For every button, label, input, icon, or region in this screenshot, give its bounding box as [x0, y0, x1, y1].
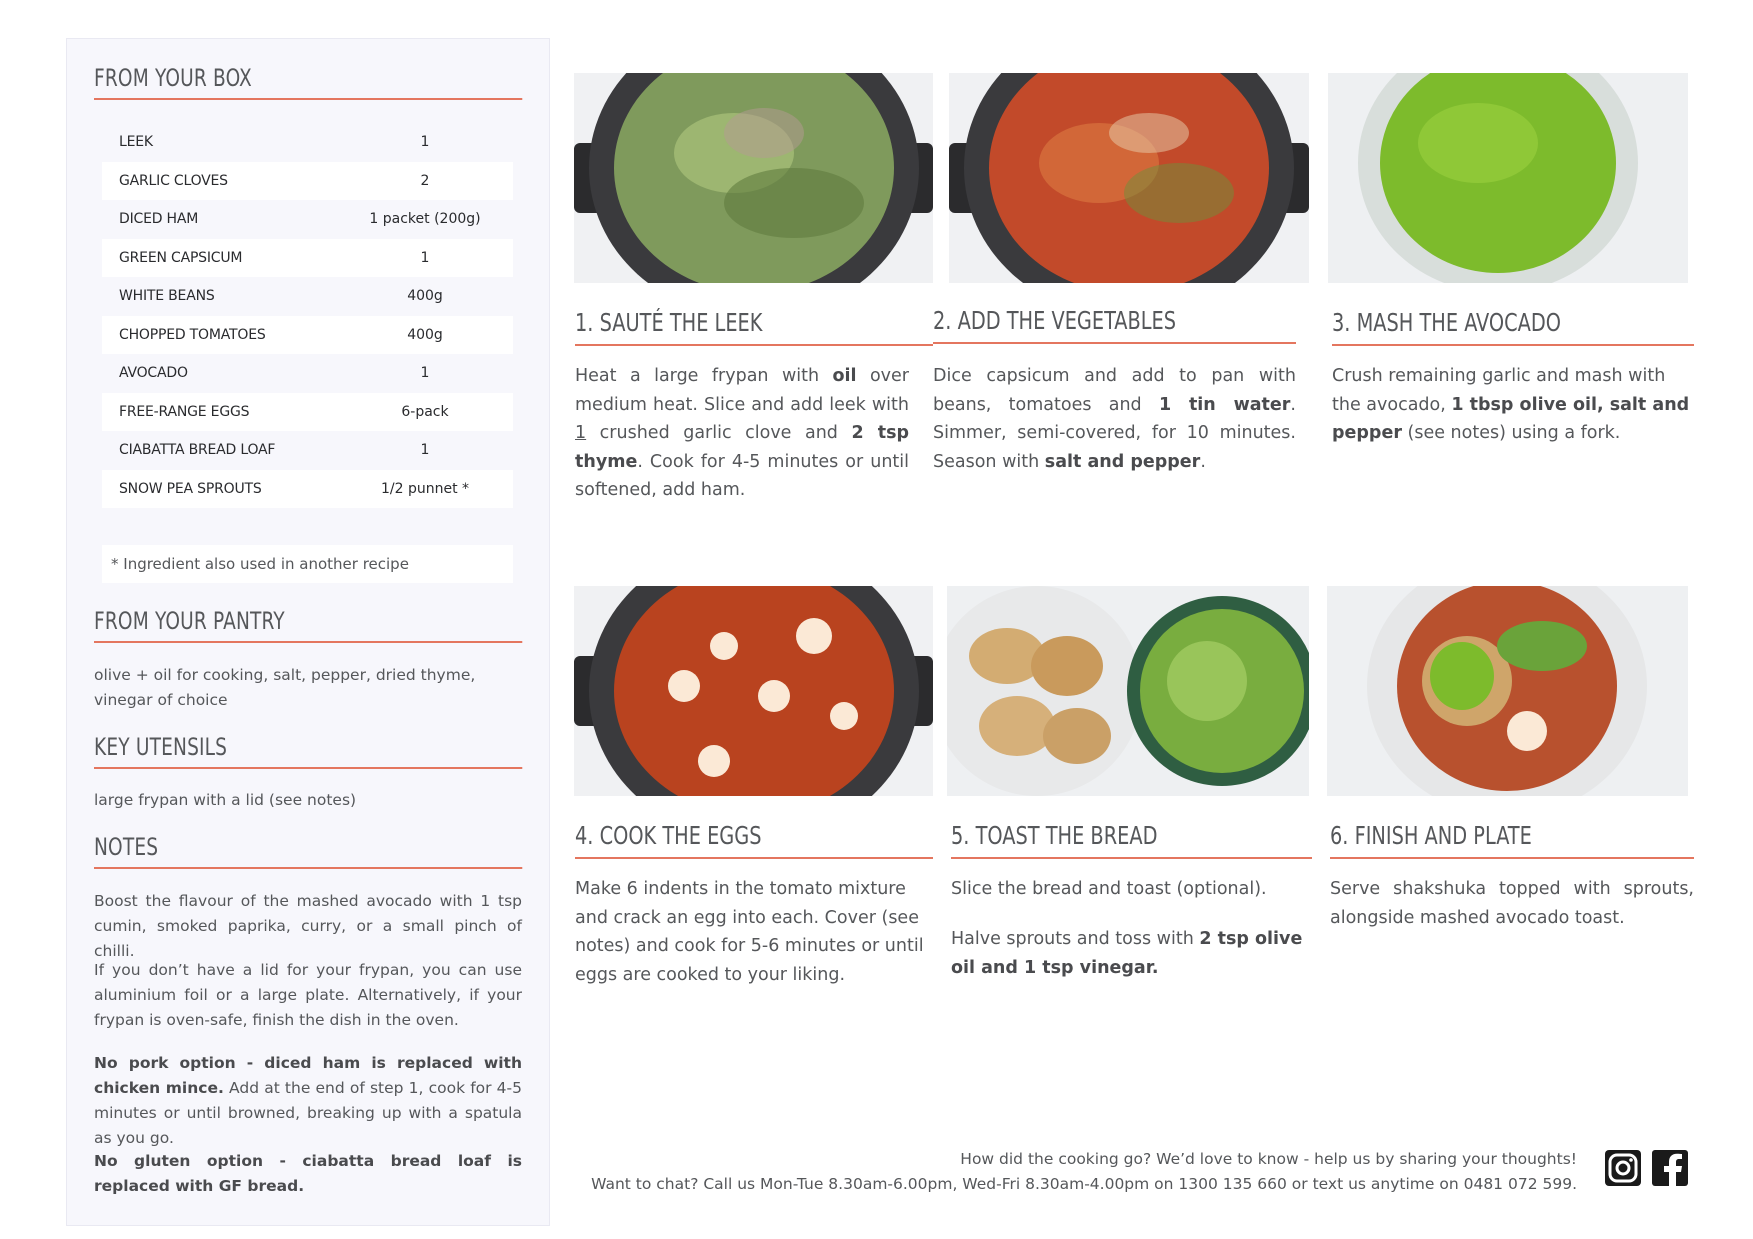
ingredient-qty: 400g: [407, 288, 443, 305]
notes-title: NOTES: [94, 835, 522, 869]
ingredients-sidebar: [66, 38, 550, 1226]
utensils-text: large frypan with a lid (see notes): [94, 791, 357, 809]
ingredient-footnote: * Ingredient also used in another recipe: [102, 545, 513, 583]
ingredient-row: [102, 316, 513, 355]
step-6-text: Serve shakshuka topped with sprouts, alongside mashed avocado toast.: [1330, 879, 1694, 928]
ingredient-qty: 1 packet (200g): [369, 211, 481, 228]
note-3: [94, 1051, 522, 1151]
ingredient-name: AVOCADO: [119, 365, 188, 382]
key-utensils-title: KEY UTENSILS: [94, 735, 522, 769]
ingredient-name: GARLIC CLOVES: [119, 172, 228, 189]
ingredient-row: [102, 393, 513, 432]
note-2: If you don’t have a lid for your frypan, you can use aluminium foil or a large plate. Alternatively, if your frypan is oven-safe, finish the dish in the oven.: [94, 961, 522, 1029]
step-1-text: Heat a large frypan with oil over medium heat. Slice and add leek with 1 crushed garlic clove and 2 tsp thyme. Cook for 4-5 minutes or until softened, add ham.: [575, 366, 910, 500]
step-1-title: 1. SAUTÉ THE LEEK: [575, 310, 933, 346]
step-5-title: 5. TOAST THE BREAD: [951, 823, 1312, 859]
ingredients-table: [102, 123, 513, 508]
ingredient-name: LEEK: [119, 134, 153, 151]
ingredient-row: [102, 431, 513, 470]
ingredient-name: GREEN CAPSICUM: [119, 249, 243, 266]
from-your-pantry-title: FROM YOUR PANTRY: [94, 609, 522, 643]
ingredient-qty: 1: [420, 442, 430, 459]
plated-dish-image: [1327, 586, 1688, 796]
ingredient-row: [102, 277, 513, 316]
ingredient-name: SNOW PEA SPROUTS: [119, 480, 262, 497]
step-1-photo: [574, 73, 933, 283]
ingredient-qty: 1: [420, 134, 430, 151]
ingredient-row: [102, 200, 513, 239]
ingredient-name: CIABATTA BREAD LOAF: [119, 442, 276, 459]
feedback-text: How did the cooking go? We’d love to know - help us by sharing your thoughts!: [960, 1150, 1577, 1168]
pantry-text: olive + oil for cooking, salt, pepper, dried thyme, vinegar of choice: [94, 666, 476, 709]
step-5-text-1: Slice the bread and toast (optional).: [951, 879, 1267, 899]
ingredient-qty: 6-pack: [401, 403, 449, 420]
ingredient-qty: 1: [420, 249, 430, 266]
ingredient-qty: 400g: [407, 326, 443, 343]
tomato-stew-image: [949, 73, 1309, 283]
contact-text: Want to chat? Call us Mon-Tue 8.30am-6.00pm, Wed-Fri 8.30am-4.00pm on 1300 135 660 or text us anytime on 0481 072 599.: [591, 1175, 1577, 1193]
mashed-avocado-image: [1328, 73, 1688, 283]
ingredient-name: FREE-RANGE EGGS: [119, 403, 250, 420]
step-4-photo: [574, 586, 933, 796]
note-3-text: Add at the end of step 1, cook for 4-5 minutes or until browned, breaking up with a spatula as you go.: [94, 1079, 522, 1147]
step-2-title: 2. ADD THE VEGETABLES: [933, 308, 1296, 344]
ingredient-qty: 1: [420, 365, 430, 382]
step-5-text-2: Halve sprouts and toss with 2 tsp olive oil and 1 tsp vinegar.: [951, 929, 1303, 978]
step-3-title: 3. MASH THE AVOCADO: [1332, 310, 1694, 346]
ingredient-row: [102, 123, 513, 162]
step-6-photo: [1327, 586, 1688, 796]
ingredient-row: [102, 354, 513, 393]
step-4-title: 4. COOK THE EGGS: [575, 823, 933, 859]
toast-and-sprouts-image: [947, 586, 1309, 796]
ingredient-row: [102, 470, 513, 509]
step-5-photo: [947, 586, 1309, 796]
ingredient-qty: 1/2 punnet *: [380, 480, 470, 497]
ingredient-qty: 2: [420, 172, 430, 189]
from-your-box-title: FROM YOUR BOX: [94, 66, 522, 100]
step-2-text: Dice capsicum and add to pan with beans, tomatoes and 1 tin water. Simmer, semi-covered, for 10 minutes. Season with salt and pepper.: [933, 366, 1296, 472]
ingredient-name: CHOPPED TOMATOES: [119, 326, 266, 343]
ingredient-name: DICED HAM: [119, 211, 199, 228]
step-3-photo: [1328, 73, 1688, 283]
step-2-photo: [949, 73, 1309, 283]
note-3-bold: No pork option - diced ham is replaced with chicken mince.: [94, 1054, 522, 1097]
ingredient-row: [102, 162, 513, 201]
step-4-text: Make 6 indents in the tomato mixture and crack an egg into each. Cover (see notes) and cook for 5-6 minutes or until eggs are cooked to your liking.: [575, 879, 924, 985]
leek-pan-image: [574, 73, 933, 283]
ingredient-row: [102, 239, 513, 278]
step-3-text: Crush remaining garlic and mash with the avocado, 1 tbsp olive oil, salt and pepper (see notes) using a fork.: [1332, 366, 1690, 443]
note-4: No gluten option - ciabatta bread loaf is replaced with GF bread.: [94, 1152, 522, 1195]
facebook-icon[interactable]: [1652, 1150, 1688, 1186]
note-1: Boost the flavour of the mashed avocado with 1 tsp cumin, smoked paprika, curry, or a small pinch of chilli.: [94, 892, 522, 960]
shakshuka-eggs-image: [574, 586, 933, 796]
ingredient-name: WHITE BEANS: [119, 288, 215, 305]
instagram-icon[interactable]: [1605, 1150, 1641, 1186]
step-6-title: 6. FINISH AND PLATE: [1330, 823, 1694, 859]
